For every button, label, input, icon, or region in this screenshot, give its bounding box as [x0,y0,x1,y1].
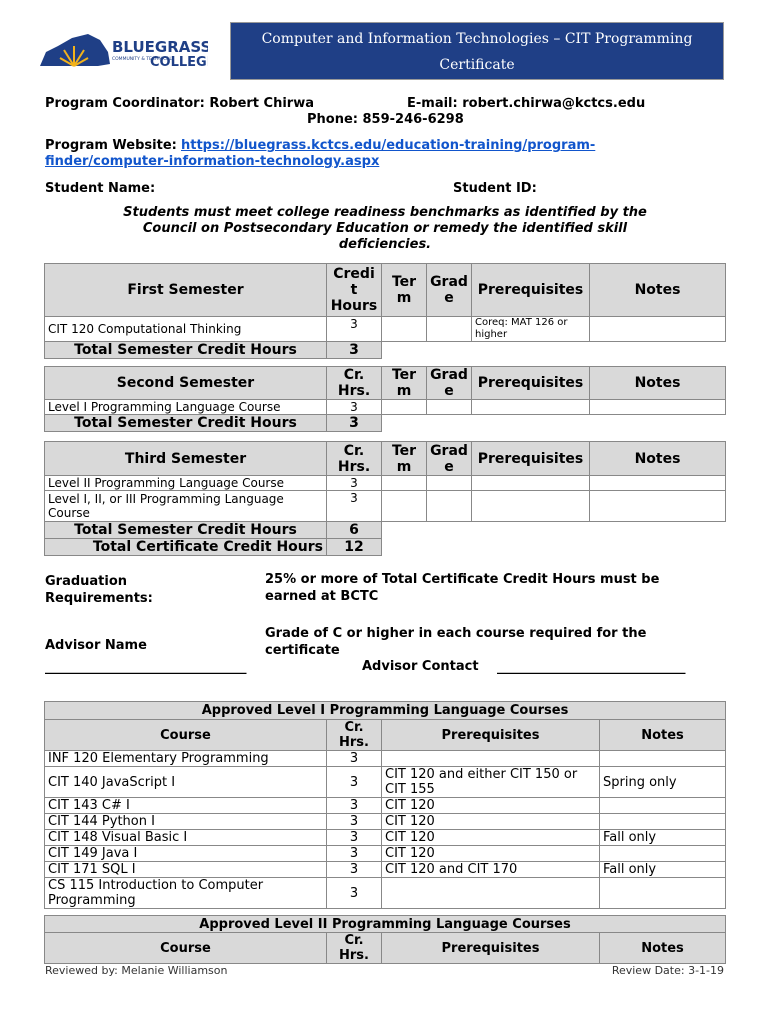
requirement-2: Grade of C or higher in each course required for the certificate [265,626,647,658]
prereq-cell [472,476,590,491]
second-semester-table [44,366,726,432]
sem2-total-value: 3 [327,415,382,432]
advisor-contact-line[interactable]: _____________________________ [497,660,686,675]
table-row [45,751,726,767]
course-name: CIT 140 JavaScript I [45,767,327,798]
notes [600,814,726,830]
title-line-2: Certificate [439,57,515,73]
course-name: CIT 143 C# I [45,798,327,814]
level1-col-course: Course [45,720,327,751]
sem2-col-prereq: Prerequisites [472,367,590,400]
table-row [45,830,726,846]
level2-col-prereq: Prerequisites [382,933,600,964]
course-name: CIT 144 Python I [45,814,327,830]
prereq [382,878,600,909]
course-name: Level II Programming Language Course [45,476,327,491]
level2-title: Approved Level II Programming Language Courses [45,916,726,933]
sem2-total-label: Total Semester Credit Hours [45,415,327,432]
level1-courses-table [44,701,726,909]
advisor-name-line[interactable]: _______________________________ [45,660,247,675]
first-semester-table [44,263,726,359]
prereq [382,751,600,767]
logo-text-main: BLUEGRASS [112,38,208,56]
table-row [45,767,726,798]
level1-col-credit: Cr. Hrs. [327,720,382,751]
credit-hours: 3 [327,814,382,830]
program-website [45,138,685,170]
notes [600,751,726,767]
phone: Phone: 859-246-6298 [307,112,464,127]
credit-hours: 3 [327,862,382,878]
notes: Fall only [600,862,726,878]
logo-text-college: COLLEG [150,55,207,70]
term-cell[interactable] [382,476,427,491]
sem1-total-label: Total Semester Credit Hours [45,342,327,359]
credit-hours: 3 [327,878,382,909]
sem2-col-notes: Notes [590,367,726,400]
course-name: CIT 148 Visual Basic I [45,830,327,846]
document-title [230,22,724,80]
sem1-col-notes: Notes [590,264,726,317]
prereq: CIT 120 [382,814,600,830]
sem2-col-grade: Grad e [427,367,472,400]
credit-hours: 3 [327,767,382,798]
student-id-label: Student ID: [453,181,537,196]
prereq-cell [472,491,590,522]
level1-title: Approved Level I Programming Language Courses [45,702,726,720]
table-row [45,798,726,814]
credit-hours: 3 [327,476,382,491]
grade-cell[interactable] [427,400,472,415]
notes [600,846,726,862]
table-row [45,878,726,909]
prereq: CIT 120 [382,798,600,814]
grade-cell[interactable] [427,317,472,342]
sem3-col-notes: Notes [590,442,726,476]
level2-courses-table [44,915,726,964]
sem3-total-value: 6 [327,522,382,539]
sem3-col-credit: Cr. Hrs. [327,442,382,476]
advisor-name-label: Advisor Name [45,638,147,653]
prereq: CIT 120 and CIT 170 [382,862,600,878]
cert-total-label: Total Certificate Credit Hours [45,539,327,556]
credit-hours: 3 [327,317,382,342]
notes-cell [590,317,726,342]
level1-col-prereq: Prerequisites [382,720,600,751]
course-name: Level I Programming Language Course [45,400,327,415]
credit-hours: 3 [327,751,382,767]
title-line-1: Computer and Information Technologies – CIT Programming [261,31,693,47]
level1-col-notes: Notes [600,720,726,751]
website-label: Program Website: [45,138,177,153]
sem3-col-prereq: Prerequisites [472,442,590,476]
term-cell[interactable] [382,400,427,415]
notes: Spring only [600,767,726,798]
level2-col-notes: Notes [600,933,726,964]
third-semester-table [44,441,726,556]
sem1-col-prereq: Prerequisites [472,264,590,317]
course-name: INF 120 Elementary Programming [45,751,327,767]
college-logo [38,32,208,72]
cert-total-value: 12 [327,539,382,556]
advisor-contact-label: Advisor Contact [362,659,479,674]
credit-hours: 3 [327,491,382,522]
course-name: CIT 149 Java I [45,846,327,862]
term-cell[interactable] [382,317,427,342]
course-name: CIT 120 Computational Thinking [45,317,327,342]
reviewed-by: Reviewed by: Melanie Williamson [45,964,228,977]
notes-cell [590,476,726,491]
grade-cell[interactable] [427,491,472,522]
credit-hours: 3 [327,846,382,862]
sem3-col-term: Ter m [382,442,427,476]
sem1-col-grade: Grad e [427,264,472,317]
credit-hours: 3 [327,400,382,415]
student-name-label: Student Name: [45,181,156,196]
prereq: CIT 120 [382,830,600,846]
grade-cell[interactable] [427,476,472,491]
prereq: CIT 120 and either CIT 150 or CIT 155 [382,767,600,798]
sem1-title: First Semester [45,264,327,317]
prereq-cell [472,400,590,415]
sem1-col-credit: Credi t Hours [327,264,382,317]
table-row [45,476,726,491]
sem2-col-term: Ter m [382,367,427,400]
graduation-label: Graduation Requirements: [45,574,153,606]
sem2-title: Second Semester [45,367,327,400]
notes: Fall only [600,830,726,846]
table-row [45,317,726,342]
table-row [45,846,726,862]
term-cell[interactable] [382,491,427,522]
requirement-1: 25% or more of Total Certificate Credit Hours must be earned at BCTC [265,572,660,604]
course-name: CIT 171 SQL I [45,862,327,878]
sem3-total-label: Total Semester Credit Hours [45,522,327,539]
sem3-title: Third Semester [45,442,327,476]
table-row [45,400,726,415]
table-row [45,491,726,522]
notes-cell [590,491,726,522]
website-link-part-1[interactable]: https://bluegrass.kctcs.edu/education-training/program- [181,138,596,153]
course-name: CS 115 Introduction to Computer Programming [45,878,327,909]
notes-cell [590,400,726,415]
sem2-col-credit: Cr. Hrs. [327,367,382,400]
logo-text-sub: COMMUNITY & TECHNICAL [112,57,172,62]
sem3-col-grade: Grad e [427,442,472,476]
credit-hours: 3 [327,830,382,846]
notes [600,798,726,814]
credit-hours: 3 [327,798,382,814]
prereq: CIT 120 [382,846,600,862]
level2-col-course: Course [45,933,327,964]
review-date: Review Date: 3-1-19 [611,964,724,977]
notes [600,878,726,909]
email: E-mail: robert.chirwa@kctcs.edu [407,96,646,111]
course-name: Level I, II, or III Programming Language Course [45,491,327,522]
sem1-col-term: Ter m [382,264,427,317]
table-row [45,862,726,878]
sem1-total-value: 3 [327,342,382,359]
level2-col-credit: Cr. Hrs. [327,933,382,964]
table-row [45,814,726,830]
prereq: Coreq: MAT 126 or higher [472,317,590,342]
website-link-part-2[interactable]: finder/computer-information-technology.aspx [45,154,380,169]
readiness-notice: Students must meet college readiness benchmarks as identified by the Council on Postsecondary Education or remedy the identified skill deficiencies. [123,205,647,252]
coordinator: Program Coordinator: Robert Chirwa [45,96,314,111]
